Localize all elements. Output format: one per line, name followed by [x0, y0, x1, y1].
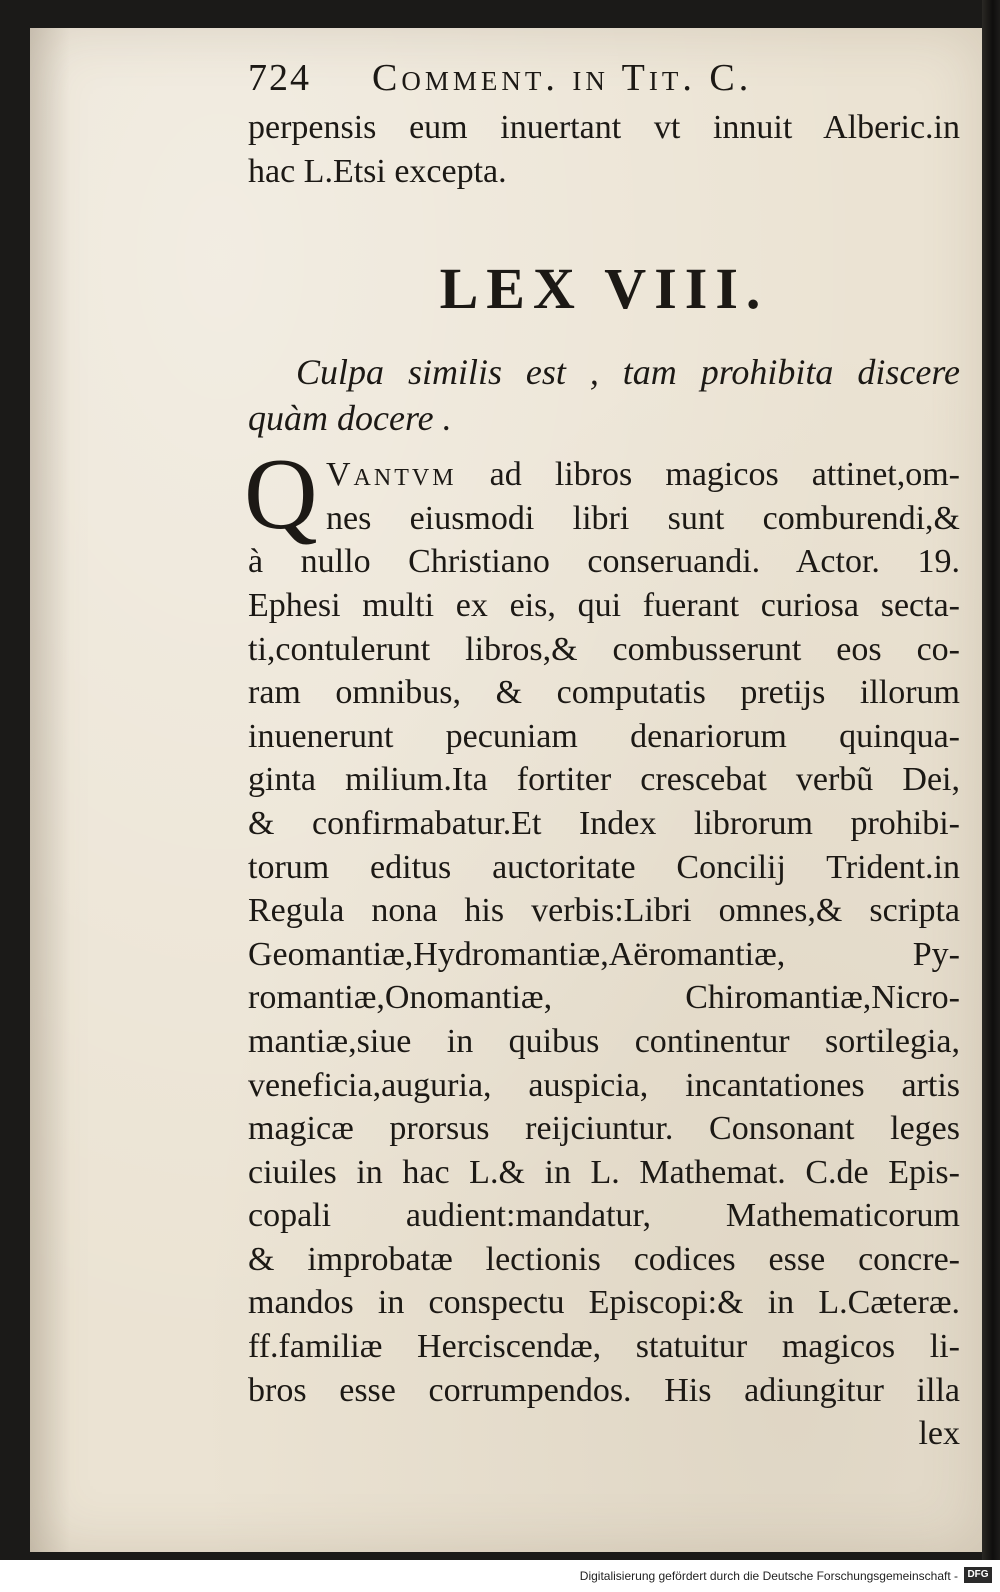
book-page	[30, 28, 982, 1552]
text-line: ram omnibus, & computatis pretijs illorum	[248, 674, 960, 712]
text-line: Regula nona his verbis:Libri omnes,& scripta	[248, 892, 960, 930]
text-line: torum editus auctoritate Concilij Trident.in	[248, 848, 960, 886]
text-line: ciuiles in hac L.& in L. Mathemat. C.de Epis-	[248, 1153, 960, 1191]
lex-rubric	[248, 349, 960, 441]
book-spine-edge	[982, 0, 1000, 1560]
page-gutter-shadow	[30, 28, 70, 1552]
text-line: hac L.Etsi excepta.	[248, 152, 507, 190]
text-line: nes eiusmodi libri sunt comburendi,&	[326, 499, 960, 537]
digitization-footer	[0, 1560, 1000, 1592]
text-line: copali audient:mandatur, Mathematicorum	[248, 1197, 960, 1235]
text-line: Ephesi multi ex eis, qui fuerant curiosa secta-	[248, 586, 960, 624]
text-line: à nullo Christiano conseruandi. Actor. 19.	[248, 543, 960, 581]
text-line: ti,contulerunt libros,& combusserunt eos co-	[248, 630, 960, 668]
page-number: 724	[248, 57, 311, 99]
lead-word: Vantvm	[326, 456, 457, 494]
rubric-line: quàm docere .	[248, 398, 452, 439]
text-line: inuenerunt pecuniam denariorum quinqua-	[248, 717, 960, 755]
text-line: & improbatæ lectionis codices esse concre-	[248, 1240, 960, 1278]
carryover-text	[248, 106, 960, 193]
text-line: & confirmabatur.Et Index librorum prohibi-	[248, 804, 960, 842]
text-line: bros esse corrumpendos. His adiungitur illa	[248, 1371, 960, 1409]
text-line: mantiæ,siue in quibus continentur sortilegia,	[248, 1022, 960, 1060]
drop-cap: Q	[244, 438, 318, 552]
text-line: Geomantiæ,Hydromantiæ,Aëromantiæ, Py-	[248, 935, 960, 973]
text-block	[244, 56, 960, 1456]
running-head	[248, 56, 960, 106]
body-paragraph	[244, 438, 960, 1456]
text-line	[248, 453, 960, 497]
line-rest: ad libros magicos attinet,om-	[456, 456, 960, 494]
text-line: ginta milium.Ita fortiter crescebat verbũ Dei,	[248, 761, 960, 799]
text-line: veneficia,auguria, auspicia, incantationes artis	[248, 1066, 960, 1104]
running-title: Comment. in Tit. C.	[372, 57, 753, 99]
text-line: romantiæ,Onomantiæ, Chiromantiæ,Nicro-	[248, 979, 960, 1017]
text-line: mandos in conspectu Episcopi:& in L.Cæteræ.	[248, 1284, 960, 1322]
section-heading: LEX VIII.	[439, 256, 769, 322]
dfg-logo: DFG	[964, 1567, 992, 1583]
catchword: lex	[918, 1415, 960, 1453]
text-line: perpensis eum inuertant vt innuit Alberic.in	[248, 109, 960, 146]
text-line: magicæ prorsus reijciuntur. Consonant leges	[248, 1110, 960, 1148]
rubric-line: Culpa similis est , tam prohibita discere	[296, 352, 960, 393]
funding-credit: Digitalisierung gefördert durch die Deutsche Forschungsgemeinschaft -	[579, 1569, 958, 1583]
text-line: ff.familiæ Herciscendæ, statuitur magicos li-	[248, 1328, 960, 1366]
